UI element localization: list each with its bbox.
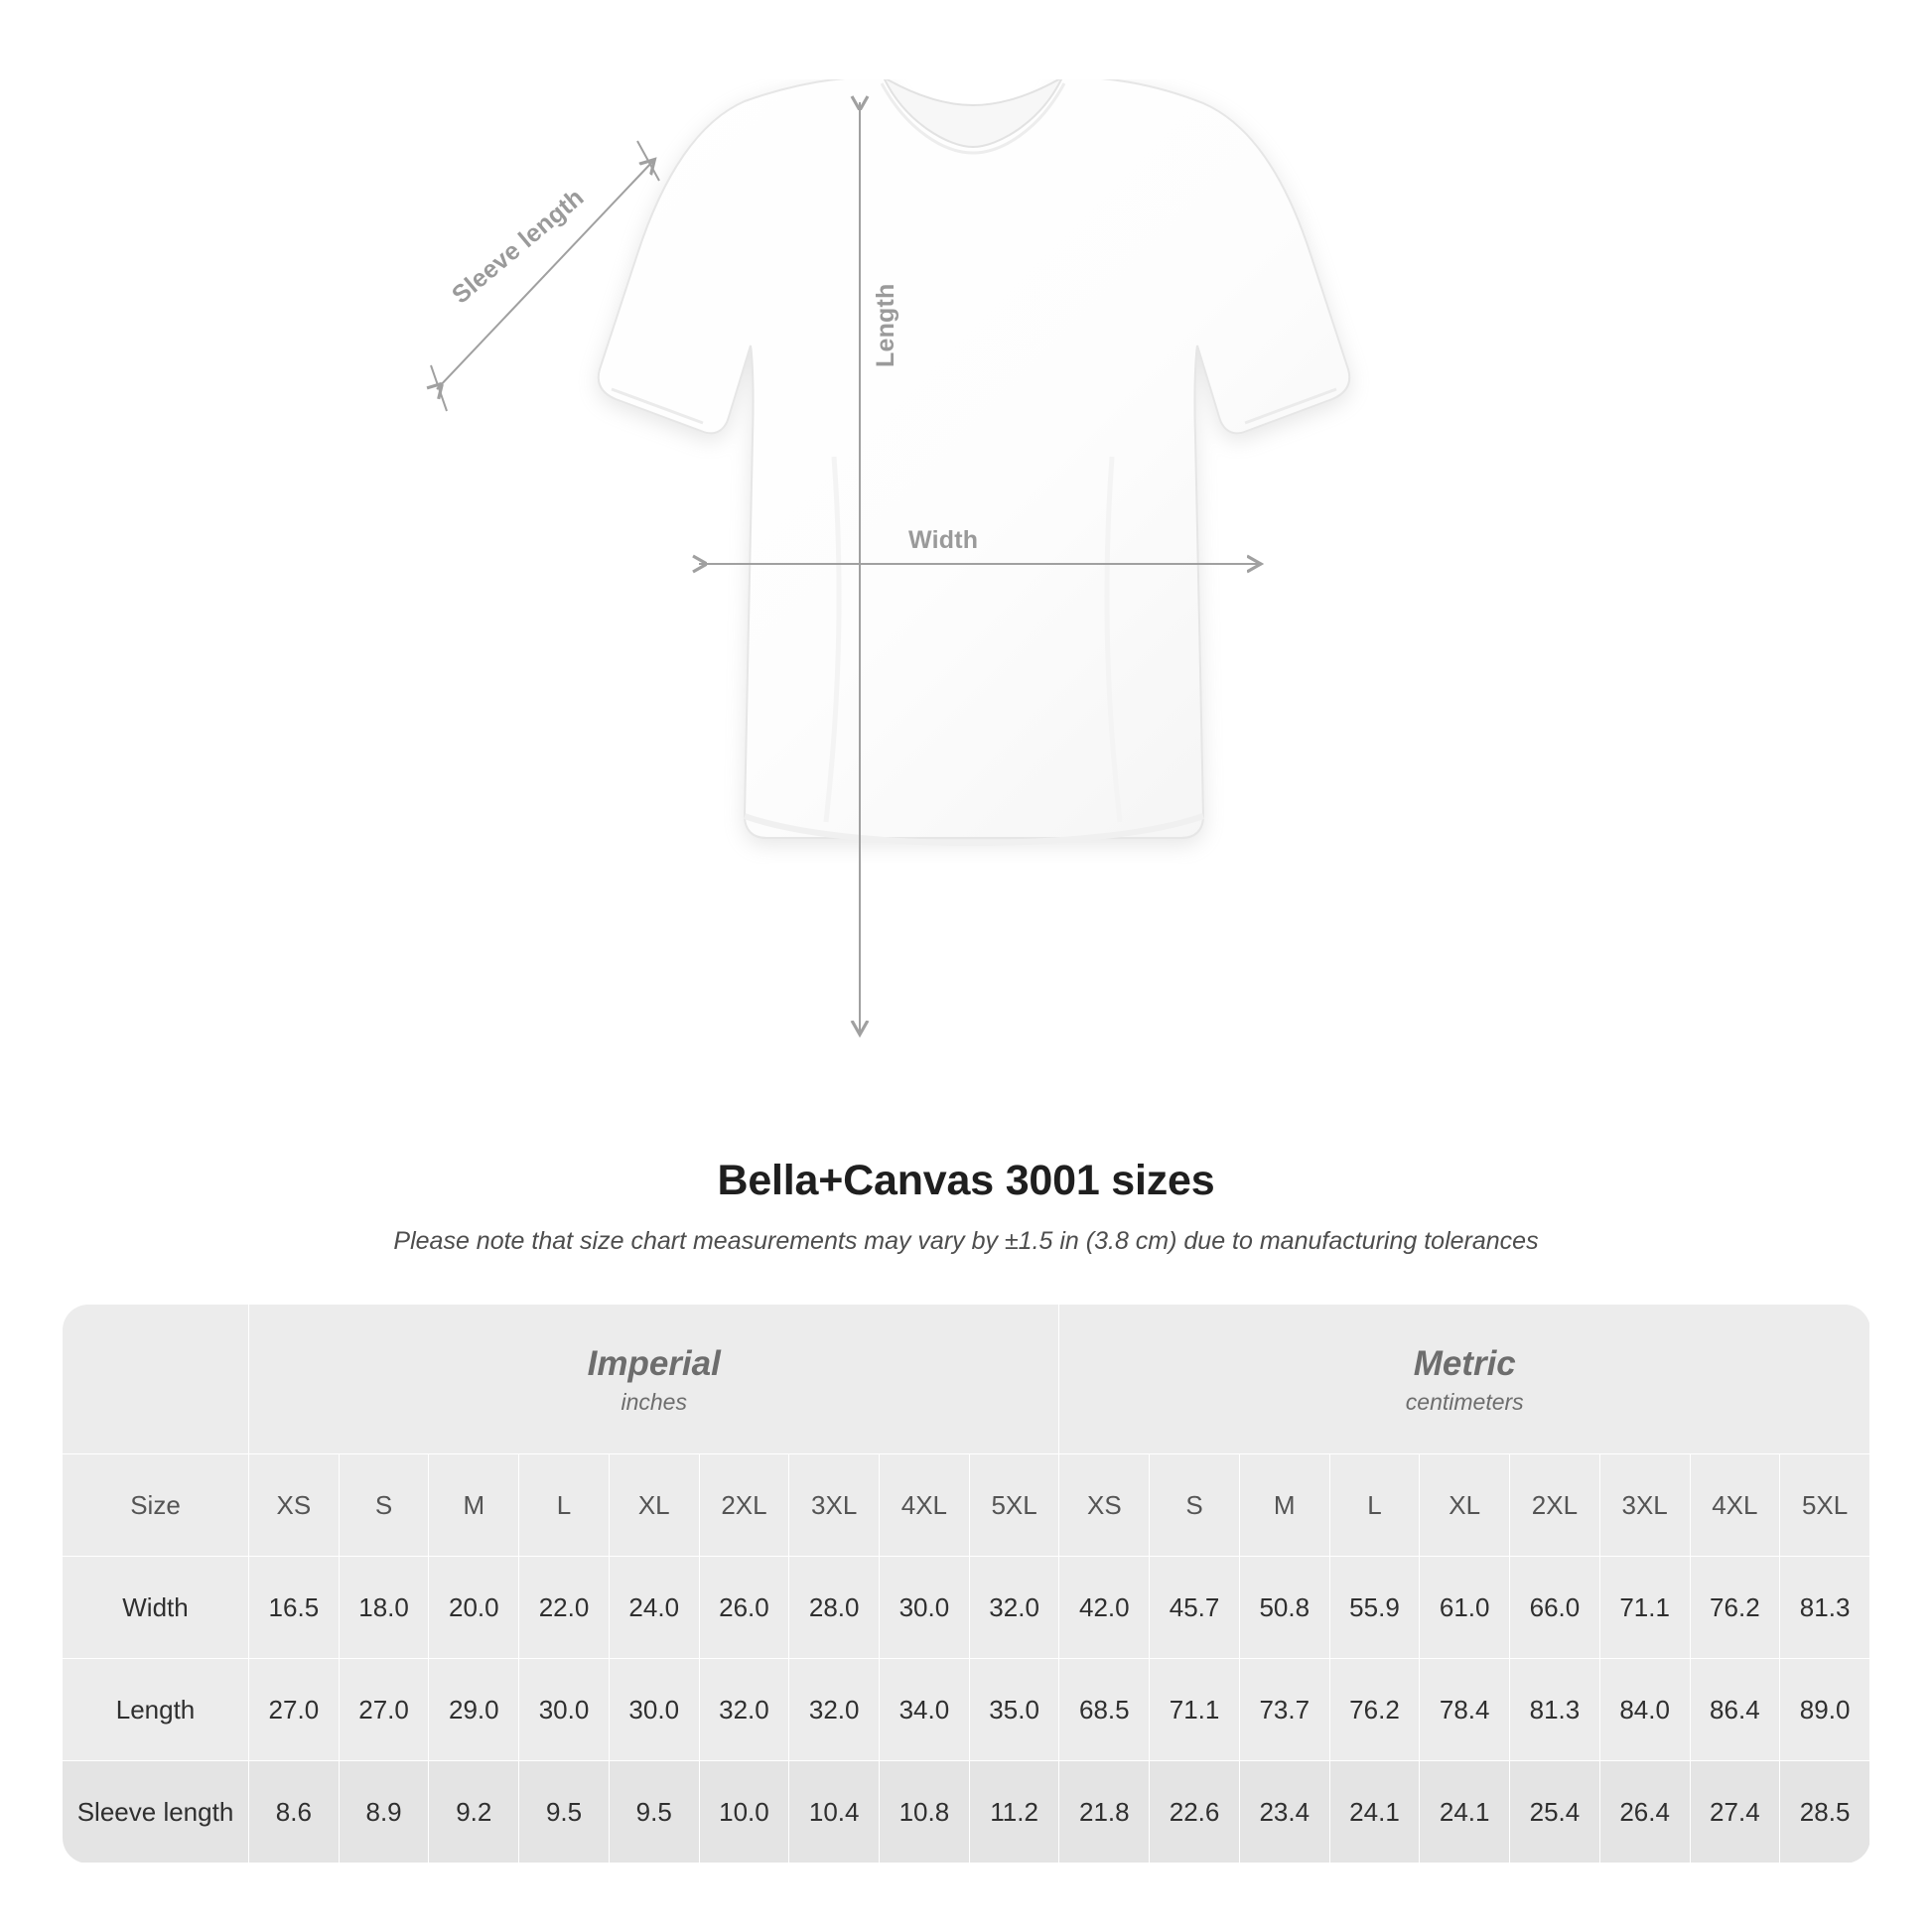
size-col-imp-0: XS: [249, 1454, 340, 1557]
cell-width-met-5: 66.0: [1510, 1557, 1600, 1659]
size-col-met-2: M: [1239, 1454, 1329, 1557]
size-col-imp-3: L: [519, 1454, 610, 1557]
cell-sleeve-met-1: 22.6: [1150, 1761, 1240, 1863]
unit-name-metric: Metric: [1413, 1343, 1516, 1383]
cell-length-met-5: 81.3: [1510, 1659, 1600, 1761]
cell-length-imp-3: 30.0: [519, 1659, 610, 1761]
size-col-met-7: 4XL: [1690, 1454, 1780, 1557]
table-corner-cell: [63, 1305, 249, 1454]
title-block: [0, 1157, 1932, 1256]
cell-sleeve-imp-0: 8.6: [249, 1761, 340, 1863]
unit-header-row: [63, 1305, 1870, 1454]
size-col-met-3: L: [1329, 1454, 1420, 1557]
size-col-imp-5: 2XL: [699, 1454, 789, 1557]
cell-sleeve-imp-2: 9.2: [429, 1761, 519, 1863]
cell-sleeve-imp-4: 9.5: [609, 1761, 699, 1863]
cell-width-met-8: 81.3: [1780, 1557, 1870, 1659]
cell-width-met-3: 55.9: [1329, 1557, 1420, 1659]
cell-width-met-4: 61.0: [1420, 1557, 1510, 1659]
size-header-label: Size: [63, 1454, 249, 1557]
size-col-met-5: 2XL: [1510, 1454, 1600, 1557]
table-row: [63, 1659, 1870, 1761]
cell-length-met-3: 76.2: [1329, 1659, 1420, 1761]
cell-length-met-7: 86.4: [1690, 1659, 1780, 1761]
cell-length-met-1: 71.1: [1150, 1659, 1240, 1761]
cell-sleeve-imp-6: 10.4: [789, 1761, 880, 1863]
cell-sleeve-met-0: 21.8: [1059, 1761, 1150, 1863]
cell-sleeve-met-7: 27.4: [1690, 1761, 1780, 1863]
unit-name-imperial: Imperial: [587, 1343, 721, 1383]
cell-width-imp-3: 22.0: [519, 1557, 610, 1659]
cell-sleeve-met-2: 23.4: [1239, 1761, 1329, 1863]
unit-sub-imperial: inches: [621, 1389, 687, 1416]
cell-width-met-0: 42.0: [1059, 1557, 1150, 1659]
row-label-width: Width: [63, 1557, 249, 1659]
size-col-met-6: 3XL: [1599, 1454, 1690, 1557]
cell-width-met-1: 45.7: [1150, 1557, 1240, 1659]
cell-sleeve-imp-3: 9.5: [519, 1761, 610, 1863]
tolerance-note: Please note that size chart measurements may vary by ±1.5 in (3.8 cm) due to manufacturing tolerances: [393, 1227, 1539, 1255]
cell-sleeve-imp-5: 10.0: [699, 1761, 789, 1863]
cell-sleeve-imp-8: 11.2: [969, 1761, 1059, 1863]
cell-width-imp-0: 16.5: [249, 1557, 340, 1659]
cell-width-imp-1: 18.0: [339, 1557, 429, 1659]
width-label: Width: [908, 526, 979, 554]
size-col-imp-8: 5XL: [969, 1454, 1059, 1557]
cell-sleeve-met-8: 28.5: [1780, 1761, 1870, 1863]
cell-length-met-0: 68.5: [1059, 1659, 1150, 1761]
unit-group-metric: [1059, 1305, 1870, 1454]
cell-sleeve-met-5: 25.4: [1510, 1761, 1600, 1863]
cell-length-met-2: 73.7: [1239, 1659, 1329, 1761]
cell-width-imp-5: 26.0: [699, 1557, 789, 1659]
cell-width-imp-2: 20.0: [429, 1557, 519, 1659]
size-col-met-8: 5XL: [1780, 1454, 1870, 1557]
size-col-imp-2: M: [429, 1454, 519, 1557]
cell-length-imp-8: 35.0: [969, 1659, 1059, 1761]
size-col-met-0: XS: [1059, 1454, 1150, 1557]
size-chart-table: [62, 1304, 1870, 1863]
row-label-sleeve-length: Sleeve length: [63, 1761, 249, 1863]
size-col-met-4: XL: [1420, 1454, 1510, 1557]
cell-width-imp-4: 24.0: [609, 1557, 699, 1659]
cell-length-imp-5: 32.0: [699, 1659, 789, 1761]
size-col-met-1: S: [1150, 1454, 1240, 1557]
cell-length-imp-0: 27.0: [249, 1659, 340, 1761]
size-col-imp-6: 3XL: [789, 1454, 880, 1557]
cell-width-imp-7: 30.0: [880, 1557, 970, 1659]
unit-group-imperial: [249, 1305, 1059, 1454]
cell-length-imp-1: 27.0: [339, 1659, 429, 1761]
page-title: Bella+Canvas 3001 sizes: [717, 1157, 1215, 1204]
row-label-length: Length: [63, 1659, 249, 1761]
cell-sleeve-imp-1: 8.9: [339, 1761, 429, 1863]
length-label: Length: [872, 283, 899, 367]
cell-sleeve-met-3: 24.1: [1329, 1761, 1420, 1863]
cell-width-met-7: 76.2: [1690, 1557, 1780, 1659]
sleeve-length-label: Sleeve length: [447, 183, 590, 310]
unit-sub-metric: centimeters: [1405, 1389, 1524, 1416]
cell-width-imp-8: 32.0: [969, 1557, 1059, 1659]
cell-length-met-4: 78.4: [1420, 1659, 1510, 1761]
size-col-imp-7: 4XL: [880, 1454, 970, 1557]
cell-length-met-6: 84.0: [1599, 1659, 1690, 1761]
size-header-row: [63, 1454, 1870, 1557]
cell-sleeve-met-4: 24.1: [1420, 1761, 1510, 1863]
cell-length-met-8: 89.0: [1780, 1659, 1870, 1761]
cell-width-imp-6: 28.0: [789, 1557, 880, 1659]
cell-width-met-2: 50.8: [1239, 1557, 1329, 1659]
cell-length-imp-6: 32.0: [789, 1659, 880, 1761]
table-row: [63, 1557, 1870, 1659]
cell-sleeve-met-6: 26.4: [1599, 1761, 1690, 1863]
cell-length-imp-2: 29.0: [429, 1659, 519, 1761]
cell-length-imp-4: 30.0: [609, 1659, 699, 1761]
size-col-imp-4: XL: [609, 1454, 699, 1557]
table-row: [63, 1761, 1870, 1863]
size-col-imp-1: S: [339, 1454, 429, 1557]
cell-width-met-6: 71.1: [1599, 1557, 1690, 1659]
cell-length-imp-7: 34.0: [880, 1659, 970, 1761]
cell-sleeve-imp-7: 10.8: [880, 1761, 970, 1863]
